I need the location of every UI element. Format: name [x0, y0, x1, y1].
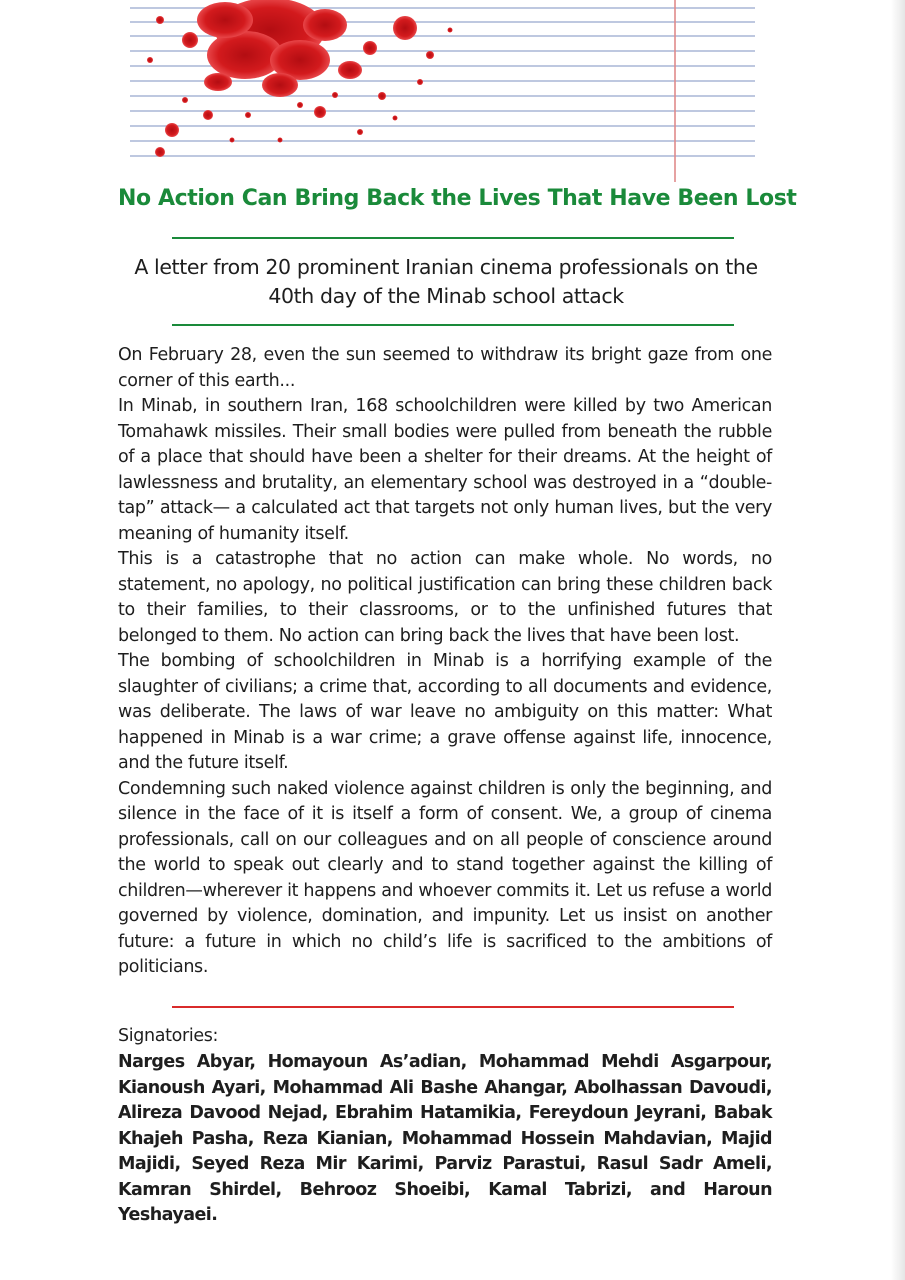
- paragraph-3: This is a catastrophe that no action can make whole. No words, no statement, no apology, no political justification can bring these children back to their families, to their classrooms, or to the unfinished futures that belonged to them. No action can bring back the lives that have been lost.: [118, 549, 772, 646]
- green-divider-bottom: [172, 324, 734, 326]
- page-title: No Action Can Bring Back the Lives That Have Been Lost: [118, 186, 797, 211]
- paragraph-4: The bombing of schoolchildren in Minab is a horrifying example of the slaughter of civilians; a crime that, according to all documents and evidence, was deliberate. The laws of war leave no ambiguity on this matter: What happened in Minab is a war crime; a grave offense against life, innocence, and the future itself.: [118, 651, 772, 773]
- green-divider-top: [172, 237, 734, 239]
- letter-subtitle: A letter from 20 prominent Iranian cinema professionals on the 40th day of the Minab school attack: [134, 255, 758, 308]
- paragraph-1: On February 28, even the sun seemed to withdraw its bright gaze from one corner of this earth...: [118, 345, 772, 391]
- blood-splattered-notebook-image: [120, 0, 760, 185]
- signatories-label: Signatories:: [118, 1026, 219, 1046]
- letter-body: [118, 343, 772, 981]
- page-edge-shadow: [891, 0, 905, 1280]
- paragraph-5: Condemning such naked violence against children is only the beginning, and silence in the face of it is itself a form of consent. We, a group of cinema professionals, call on our colleagues and on all people of conscience around the world to speak out clearly and to stand together against the killing of children—wherever it happens and whoever commits it. Let us refuse a world governed by violence, domination, and impunity. Let us insist on another future: a future in which no child’s life is sacrificed to the ambitions of politicians.: [118, 778, 772, 977]
- red-divider: [172, 1006, 734, 1008]
- signatories-list: Narges Abyar, Homayoun As’adian, Mohammad Mehdi Asgarpour, Kianoush Ayari, Mohammad Ali Bashe Ahangar, Abolhassan Davoudi, Alireza Davood Nejad, Ebrahim Hatamikia, Fereydoun Jeyrani, Babak Khajeh Pasha, Reza Kianian, Mohammad Hossein Mahdavian, Majid Majidi, Seyed Reza Mir Karimi, Parviz Parastui, Rasul Sadr Ameli, Kamran Shirdel, Behrooz Shoeibi, Kamal Tabrizi, and Haroun Yeshayaei.: [118, 1052, 772, 1225]
- paragraph-2: In Minab, in southern Iran, 168 schoolchildren were killed by two American Tomahawk missiles. Their small bodies were pulled from beneath the rubble of a place that should have been a shelter for their dreams. At the height of lawlessness and brutality, an elementary school was destroyed in a “double-tap” attack— a calculated act that targets not only human lives, but the very meaning of humanity itself.: [118, 396, 772, 544]
